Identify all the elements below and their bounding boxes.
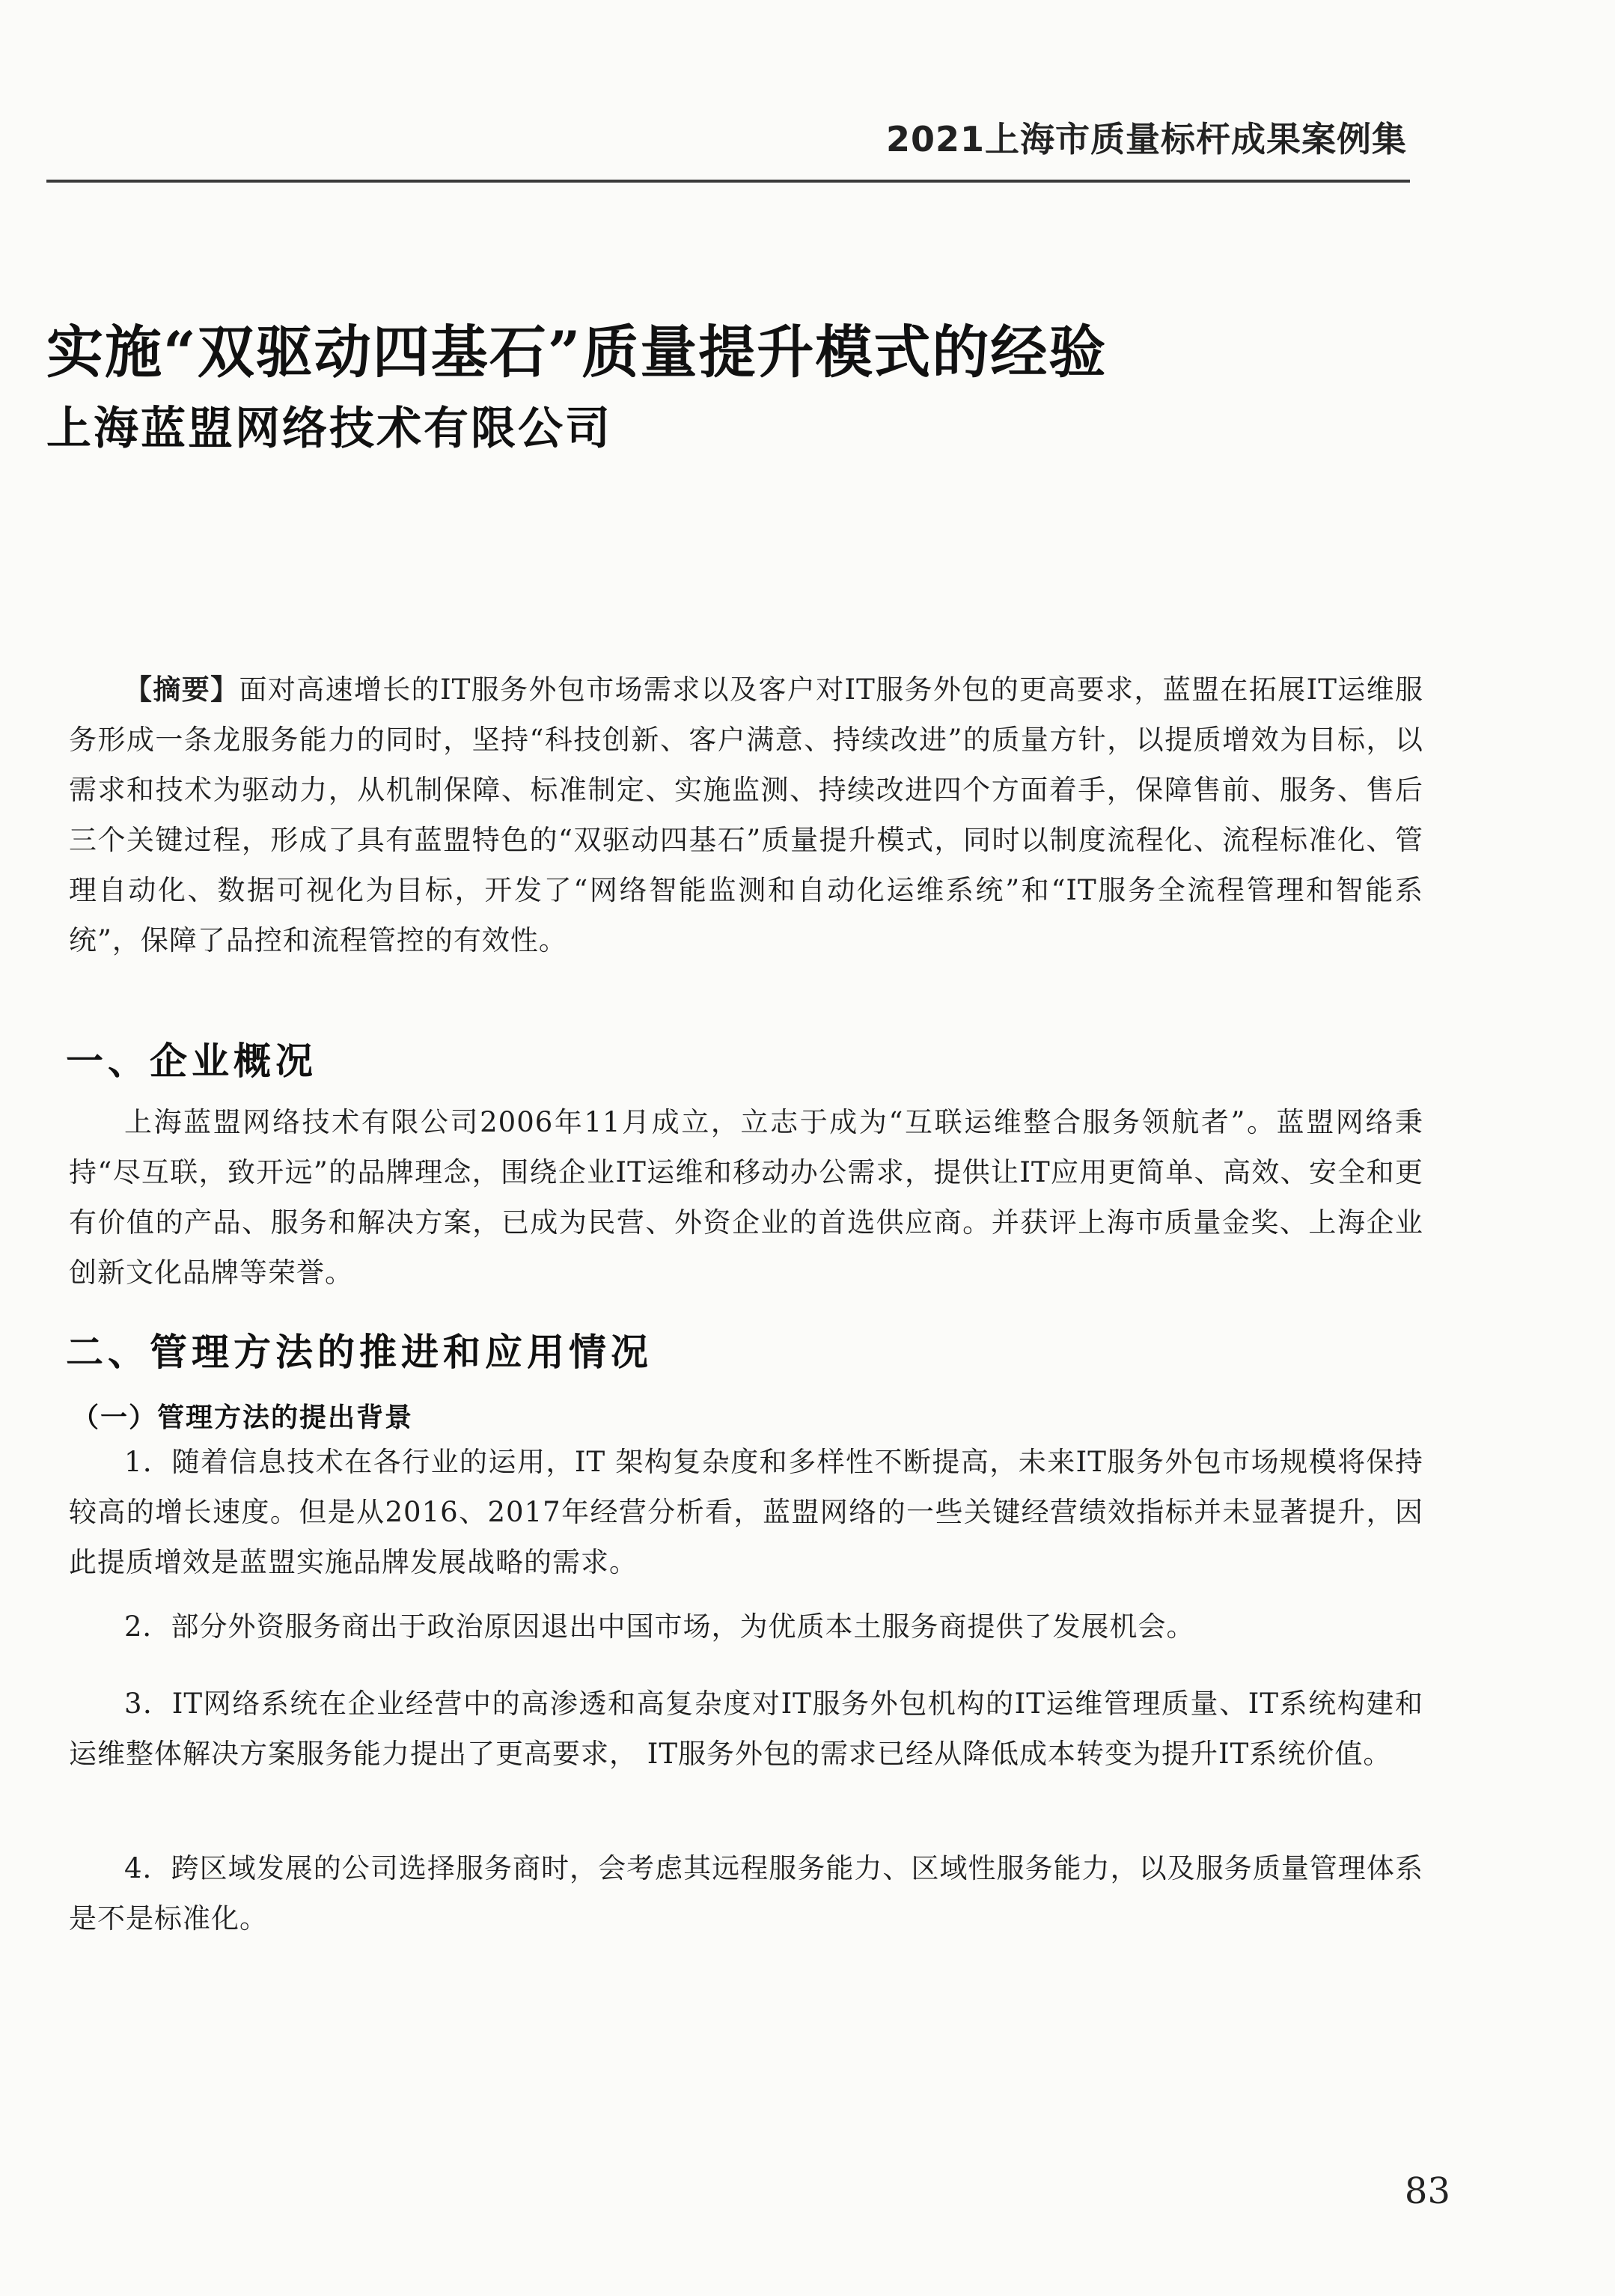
background-item-3: 3．IT网络系统在企业经营中的高渗透和高复杂度对IT服务外包机构的IT运维管理质量、IT系统构建和运维整体解决方案服务能力提出了更高要求， IT服务外包的需求已经从降低成本转变为提升IT系统价值。	[69, 1688, 1423, 1770]
header-rule	[46, 180, 1410, 183]
subheading-background: （一）管理方法的提出背景	[72, 1402, 414, 1433]
section-heading-overview: 一、企业概况	[66, 1039, 317, 1083]
page-number: 83	[1404, 2170, 1450, 2212]
background-item-1: 1．随着信息技术在各行业的运用，IT 架构复杂度和多样性不断提高，未来IT服务外包市场规模将保持较高的增长速度。但是从2016、2017年经营分析看，蓝盟网络的一些关键经营绩效指标并未显著提升，因此提质增效是蓝盟实施品牌发展战略的需求。	[69, 1446, 1423, 1578]
background-item-4: 4．跨区域发展的公司选择服务商时，会考虑其远程服务能力、区域性服务能力，以及服务质量管理体系是不是标准化。	[69, 1852, 1423, 1935]
running-header: 2021上海市质量标杆成果案例集	[885, 119, 1407, 159]
abstract-paragraph	[69, 665, 1423, 965]
abstract-label: 【摘要】	[124, 673, 239, 706]
overview-paragraph: 上海蓝盟网络技术有限公司2006年11月成立，立志于成为“互联运维整合服务领航者”。蓝盟网络秉持“尽互联，致开远”的品牌理念，围绕企业IT运维和移动办公需求，提供让IT应用更简单、高效、安全和更有价值的产品、服务和解决方案，已成为民营、外资企业的首选供应商。并获评上海市质量金奖、上海企业创新文化品牌等荣誉。	[69, 1106, 1423, 1289]
document-title: 实施“双驱动四基石”质量提升模式的经验	[46, 319, 1108, 385]
abstract-text: 面对高速增长的IT服务外包市场需求以及客户对IT服务外包的更高要求，蓝盟在拓展IT运维服务形成一条龙服务能力的同时，坚持“科技创新、客户满意、持续改进”的质量方针，以提质增效为目标，以需求和技术为驱动力，从机制保障、标准制定、实施监测、持续改进四个方面着手，保障售前、服务、售后三个关键过程，形成了具有蓝盟特色的“双驱动四基石”质量提升模式，同时以制度流程化、流程标准化、管理自动化、数据可视化为目标，开发了“网络智能监测和自动化运维系统”和“IT服务全流程管理和智能系统”，保障了品控和流程管控的有效性。	[69, 674, 1423, 956]
background-item-2: 2．部分外资服务商出于政治原因退出中国市场，为优质本土服务商提供了发展机会。	[124, 1610, 1195, 1643]
organization-name: 上海蓝盟网络技术有限公司	[46, 403, 612, 455]
section-heading-methods: 二、管理方法的推进和应用情况	[66, 1330, 653, 1374]
